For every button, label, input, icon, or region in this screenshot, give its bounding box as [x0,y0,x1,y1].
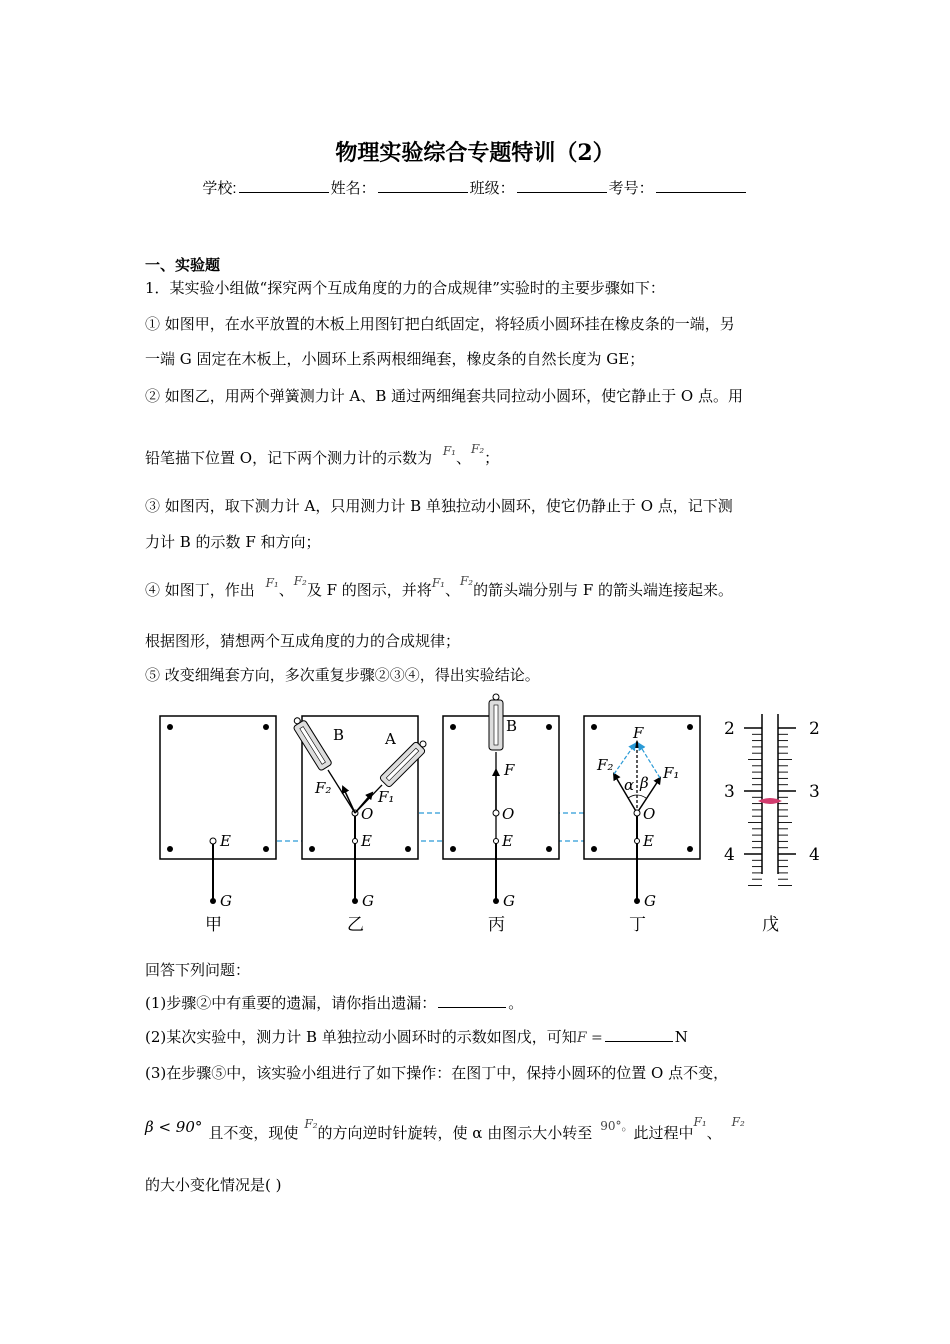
point-G [634,898,640,904]
label-beta: β [640,774,649,792]
step1-line2: 一端 G 固定在木板上，小圆环上系两根细绳套，橡皮条的自然长度为 GE； [145,350,645,368]
f2-symbol: F₂ [293,574,307,588]
pin [263,724,269,730]
tick-label-right-4: 4 [809,845,820,865]
id-blank[interactable] [656,178,746,193]
step2-line1: ② 如图乙，用两个弹簧测力计 A、B 通过两细绳套共同拉动小圆环，使它静止于 O 点。用 [145,387,743,405]
q1-text: (1)步骤②中有重要的遗漏，请你指出遗漏： [145,994,437,1012]
q1-line [145,993,523,1013]
separator: 、 [278,581,294,599]
scale-ticks [744,728,796,886]
label-F2: F₂ [597,756,614,774]
section-title: 一、实验题 [145,256,221,274]
q3-text-c: 此过程中 [633,1124,694,1142]
label-E: E [361,832,372,850]
school-blank[interactable] [239,178,329,193]
label-G: G [220,892,232,910]
ring [493,810,499,816]
panel-jia [160,716,276,935]
f2-symbol: F₂ [731,1115,745,1129]
spring-scale-B [489,694,503,750]
panel-yi [290,715,430,935]
point-E [635,839,640,844]
pin [687,846,693,852]
label-G: G [362,892,374,910]
q3-line3: 的大小变化情况是( ) [145,1176,282,1194]
point-G [493,898,499,904]
pin [167,846,173,852]
label-alpha: α [624,776,635,794]
q3-line2 [145,1115,745,1144]
label-B: B [333,726,345,744]
class-label: 班级： [469,180,515,197]
tick-label-right-3: 3 [809,782,820,802]
q2-answer-blank[interactable] [605,1027,673,1042]
label-E: E [643,832,654,850]
pin [405,846,411,852]
q2-unit: N [674,1028,688,1046]
pin [309,846,315,852]
f1-symbol: F₁ [693,1115,707,1129]
panel-wu-scale [724,714,820,935]
caption-yi: 乙 [347,915,364,935]
q3-text-a: 且不变，现使 [208,1124,299,1142]
f1-symbol: F₁ [442,444,456,458]
step4-text-a: ④ 如图丁，作出 [145,581,255,599]
page-title: 物理实验综合专题特训（2） [335,140,615,166]
name-blank[interactable] [378,178,468,193]
q1-end: 。 [508,994,524,1012]
school-label: 学校: [202,180,237,197]
caption-ding: 丁 [629,915,646,935]
caption-bing: 丙 [488,915,505,935]
f2-symbol: F₂ [304,1117,318,1131]
label-F: F [633,724,644,742]
answer-prompt: 回答下列问题： [145,961,251,979]
tick-label-left-2: 2 [724,719,735,739]
ring [634,810,640,816]
label-F1: F₁ [378,788,395,806]
label-B: B [506,717,518,735]
tick-label-left-3: 3 [724,782,735,802]
label-E: E [502,832,513,850]
step3-line2: 力计 B 的示数 F 和方向； [145,533,321,551]
caption-wu: 戊 [762,915,779,935]
step4-text-b: 及 F 的图示，并将 [306,581,432,599]
tick-label-right-2: 2 [809,719,820,739]
step2-end: ； [484,449,500,467]
step2-line2 [145,442,500,469]
class-blank[interactable] [517,178,607,193]
step4-line [145,574,734,601]
step3-line1: ③ 如图丙，取下测力计 A，只用测力计 B 单独拉动小圆环，使它仍静止于 O 点，记下测 [145,497,733,515]
point-G [352,898,358,904]
pin [263,846,269,852]
q3-text-b: 的方向逆时针旋转，使 α 由图示大小转至 [317,1124,593,1142]
step2-text: 铅笔描下位置 O，记下两个测力计的示数为 [145,449,433,467]
tick-label-left-4: 4 [724,845,735,865]
question-intro: 1．某实验小组做“探究两个互成角度的力的合成规律”实验时的主要步骤如下： [145,279,665,297]
label-O: O [643,805,656,823]
f-equals: F = [576,1030,603,1046]
beta-condition: β < 90° [145,1118,203,1136]
pin [450,846,456,852]
board [160,716,276,859]
caption-jia: 甲 [205,915,222,935]
pin [591,846,597,852]
f2-symbol: F₂ [471,442,485,456]
separator: 、 [444,581,460,599]
name-label: 姓名： [330,180,376,197]
label-G: G [644,892,656,910]
q1-answer-blank[interactable] [438,993,506,1008]
student-info-line [0,177,950,198]
step1-line1: ① 如图甲，在水平放置的木板上用图钉把白纸固定，将轻质小圆环挂在橡皮条的一端，另 [145,315,735,333]
label-E: E [220,832,231,850]
point-G [210,898,216,904]
ninety-degree: 90°。 [600,1119,634,1133]
label-O: O [502,805,515,823]
pin [687,724,693,730]
point-E [494,839,499,844]
pin [546,846,552,852]
pin [591,724,597,730]
q2-text: (2)某次实验中，测力计 B 单独拉动小圆环时的示数如图戊，可知 [145,1028,577,1046]
panel-bing [443,694,559,935]
label-F: F [504,761,515,779]
label-A: A [385,730,396,748]
label-O: O [361,805,374,823]
ring [210,838,216,844]
pin [450,724,456,730]
step5-line: ⑤ 改变细绳套方向，多次重复步骤②③④，得出实验结论。 [145,666,540,684]
label-G: G [503,892,515,910]
experiment-figure [150,690,840,940]
f1-symbol: F₁ [265,576,279,590]
f1-symbol: F₁ [431,576,445,590]
step4-text-c: 的箭头端分别与 F 的箭头端连接起来。 [473,581,734,599]
label-F2: F₂ [315,779,332,797]
label-F1: F₁ [663,764,680,782]
f2-symbol: F₂ [459,574,474,588]
id-label: 考号： [608,180,654,197]
guess-line: 根据图形，猜想两个互成角度的力的合成规律； [145,632,461,650]
point-E [353,839,358,844]
panel-ding [584,716,700,935]
separator: 、 [706,1124,722,1142]
q2-line [145,1027,688,1048]
pin [167,724,173,730]
q3-line1: (3)在步骤⑤中，该实验小组进行了如下操作：在图丁中，保持小圆环的位置 O 点不变， [145,1064,729,1082]
separator: 、 [456,449,472,467]
pin [546,724,552,730]
